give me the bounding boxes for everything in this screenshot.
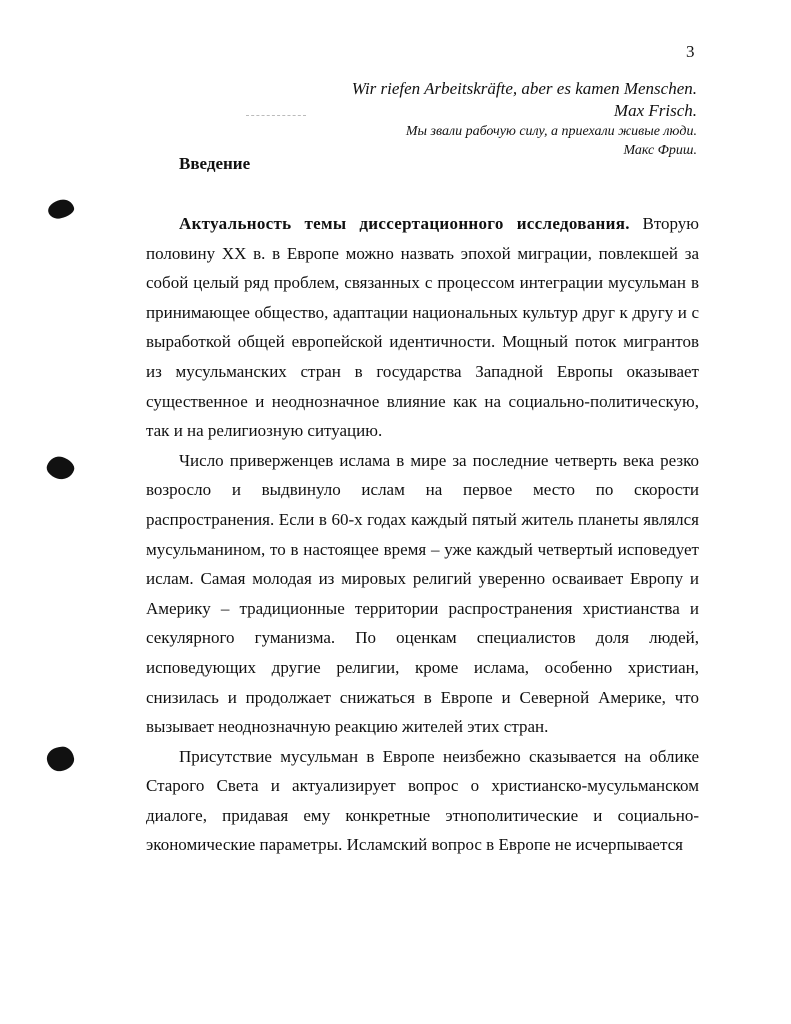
punch-hole-mark-top	[46, 197, 75, 220]
section-title: Введение	[179, 154, 251, 173]
punch-hole-mark-bottom	[45, 745, 75, 773]
paragraph-2: Число приверженцев ислама в мире за последние четверть века резко возросло и выдвинуло ислам на первое место по скорости распространения. Если в 60-х годах каждый пятый житель планеты являлся мусульманином, то в настоящее время – уже каждый четвертый исповедует ислам. Самая молодая из мировых религий уверенно осваивает Европу и Америку – традиционные территории распространения христианства и секулярного гуманизма. По оценкам специалистов доля людей, исповедующих другие религии, кроме ислама, особенно христиан, снизилась и продолжает снижаться в Европе и Северной Америке, что вызывает неоднозначную реакцию жителей этих стран.	[146, 450, 699, 737]
page-number: 3	[686, 42, 695, 61]
epigraph-german-author: Max Frisch.	[613, 101, 697, 120]
scan-artifact	[246, 115, 306, 118]
epigraph-russian-author: Макс Фриш.	[623, 143, 697, 158]
paragraph-1	[146, 209, 699, 446]
paragraph-1-text: Вторую половину XX в. в Европе можно назвать эпохой миграции, повлекшей за собой целый ряд проблем, связанных с процессом интеграции мусульман в принимающее общество, адаптации национальных культур друг к другу и с выработкой общей европейской идентичности. Мощный поток мигрантов из мусульманских стран в государства Западной Европы оказывает существенное и неоднозначное влияние как на социально-политическую, так и на религиозную ситуацию.	[146, 214, 699, 441]
body-text	[146, 209, 699, 860]
punch-hole-mark-middle	[44, 453, 76, 482]
paragraph-1-lead: Актуальность темы диссертационного исследования.	[179, 214, 630, 233]
epigraph-russian-quote: Мы звали рабочую силу, а приехали живые люди.	[405, 124, 697, 139]
epigraph-german-quote: Wir riefen Arbeitskräfte, aber es kamen Menschen.	[351, 79, 697, 98]
paragraph-3: Присутствие мусульман в Европе неизбежно сказывается на облике Старого Света и актуализирует вопрос о христианско-мусульманском диалоге, придавая ему конкретные этнополитические и социально-экономические параметры. Исламский вопрос в Европе не исчерпывается	[146, 746, 699, 855]
epigraph	[352, 78, 697, 160]
